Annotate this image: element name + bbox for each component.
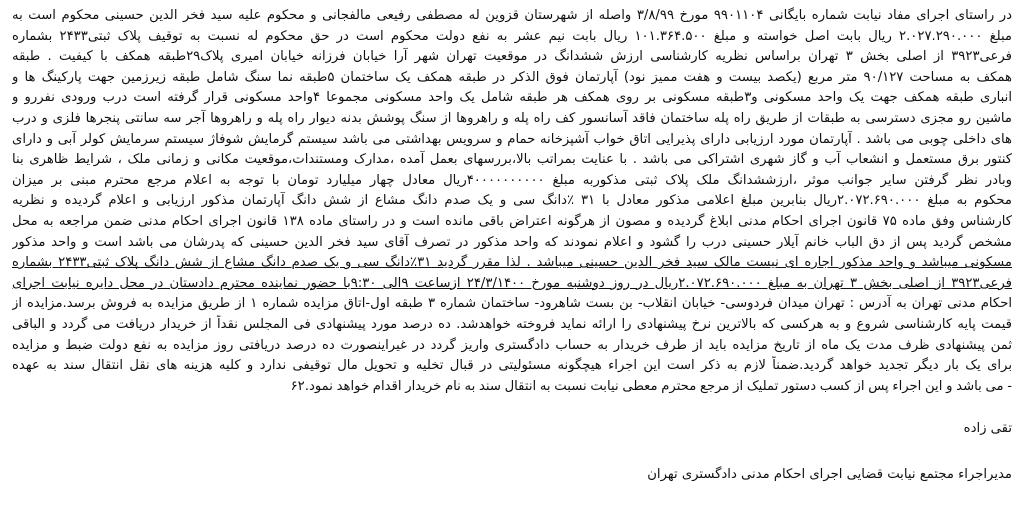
notice-line: احکام مدنی تهران به آدرس : تهران میدان فردوسی- خیابان انقلاب- بن بست شاهرود- ساختمان شماره ۳ طبقه اول-اتاق مزایده شماره ۱ از طریق مزایده به فروش برسد.مزایده از <box>12 296 1012 312</box>
notice-line: ثمن پیشنهادی ظرف مدت یک ماه از تاریخ مزایده باید از طرف خریدار به حساب دادگستری واریز گردد در غیراینصورت ده درصد دریافتی روز مزایده به نفع دولت ضبط و مزایده <box>12 337 1012 353</box>
notice-line: وبادر نظر گرفتن سایر جوانب موثر ،ارزششدانگ ملک پلاک ثبتی مذکوربه مبلغ ۴۰۰۰۰۰۰۰۰۰۰ریال معادل چهار میلیارد تومان با توجه به اعلام مرجع محترم مبنی بر میزان <box>12 172 1012 188</box>
notice-line: قیمت پایه کارشناسی شروع و به هرکسی که بالاترین نرخ پیشنهادی را ارائه نماید فروخته خواهدشد. ده درصد مورد پیشنهادی فی المجلس نقداً از خریدار دریافت می گردد و الباقی <box>12 316 1012 332</box>
notice-body <box>12 6 1012 397</box>
signatory-title: مدیراجراء مجتمع نیابت قضایی اجرای احکام مدنی دادگستری تهران <box>647 467 1012 483</box>
notice-line: های داخلی چوبی می باشد . آپارتمان مورد ارزیابی دارای پذیرایی اتاق خواب آشپزخانه حمام و سرویس بهداشتی می باشد سیستم گرمایش شوفاژ سیستم سرمایش کولر آبی و دارای <box>12 131 1012 147</box>
notice-line: مشخص گردید پس از دق الباب خانم آیلار حسینی درب را گشود و اعلام نمودند که واحد مذکور در تصرف آقای سید فخر الدین حسینی که پدرشان می باشد است و واحد مذکور <box>12 234 1012 250</box>
notice-line-underlined: فرعی۳۹۲۳ از اصلی بخش ۳ تهران به مبلغ ۲.۰۷۲.۶۹۰.۰۰۰ریال در روز دوشنبه مورخ ۲۴/۳/۱۴۰۰ ازساعت ۹الی ۹:۳۰با حضور نماینده محترم دادستان در محل دایره نیابت اجرای <box>12 275 1012 291</box>
signatory-name: تقی زاده <box>963 421 1012 437</box>
notice-line: محکوم به مبلغ ۲.۰۷۲.۶۹۰.۰۰۰ریال بنابرین مبلغ اعلامی مذکور معادل با ۳۱ ٪دانگ سی و یک صدم دانگ مشاع از شش دانگ آپارتمان مذکور ارزیابی و اعلام گردیده و نظریه <box>12 193 1012 209</box>
notice-line: انباری طبقه همکف جهت یک واحد مسکونی و۳طبقه مسکونی بر روی همکف هر طبقه شامل یک واحد مسکونی مجموعا ۴واحد مسکونی قرار گرفته است درب ورودی نفررو و <box>12 90 1012 106</box>
notice-line: برای یک بار دیگر تجدید خواهد گردید.ضمناً لازم به ذکر است این اجراء هیچگونه مسئولیتی در قبال تخلیه و تحویل مال توقیفی ندارد و کلیه هزینه های نقل انتقال سند به عهده <box>12 358 1012 374</box>
notice-line: کنتور برق مستعمل و انشعاب آب و گاز شهری اشتراکی می باشد . با عنایت بمراتب بالا،بررسهای بعمل آمده ،مدارک ومستندات،موقعیت مکانی و زمانی ملک ، شرایط ظاهری بنا <box>12 152 1012 168</box>
notice-line: مبلغ ۲.۰۲۷.۲۹۰.۰۰۰ ریال بابت اصل خواسته و مبلغ ۱۰۱.۳۶۴.۵۰۰ ریال بابت نیم عشر به نفع دولت محکوم است در حق محکوم له نسبت به توقیف پلاک ثبتی۲۴۳۳ بشماره <box>12 28 1012 44</box>
notice-line: ماشین رو مجزی دسترسی به طبقات از طریق راه پله ساختمان فاقد آسانسور کف راه پله و راهروها از سنگ پوشش بدنه دیوار راه پله و راهروها آجر سه سانتی پنجرها فلزی و درب <box>12 110 1012 126</box>
notice-line: در راستای اجرای مفاد نیابت شماره بایگانی ۹۹۰۱۱۰۴ مورخ ۳/۸/۹۹ واصله از شهرستان قزوین له مصطفی رفیعی مالفجانی و محکوم علیه سید فخر الدین حسینی محکوم است به <box>12 8 1012 23</box>
notice-line: همکف به مساحت ۹۰/۱۲۷ متر مربع (یکصد بیست و هفت ممیز نود) آپارتمان فوق الذکر در طبقه همکف یک ساختمان ۵طبقه نما سنگ شامل طبقه زیرزمین جهت پارکینگ ها و <box>12 69 1012 85</box>
notice-line: کارشناس وفق ماده ۷۵ قانون اجرای احکام مدنی ابلاغ گردیده و مصون از هرگونه اعتراض باقی مانده است و در راستای ماده ۱۳۸ قانون اجرای احکام مدنی ضمن مراجعه به محل <box>12 213 1012 229</box>
notice-line: فرعی۳۹۲۳ از اصلی بخش ۳ تهران براساس نظریه کارشناسی ارزش ششدانگ در موقعیت تهران شهر آرا خیابان فرزانه خیابان امیری پلاک۲۹طبقه همکف با کیفیت . طبقه <box>12 49 1012 65</box>
notice-line-underlined: مسکونی میباشد و واحد مذکور اجاره ای نیست مالک سید فخر الدین حسینی میباشد . لذا مقرر گردید ۳۱٪دانگ سی و یک صدم دانگ مشاع از شش دانگ پلاک ثبتی۲۴۳۳ بشماره <box>12 255 1012 271</box>
signature-block <box>12 419 1012 485</box>
notice-line: - می باشد و این اجراء پس از کسب دستور تملیک از مرجع محترم معطی نیابت نسبت به انتقال سند به نام خریدار اقدام خواهد نمود.۶۲ <box>290 378 1012 394</box>
